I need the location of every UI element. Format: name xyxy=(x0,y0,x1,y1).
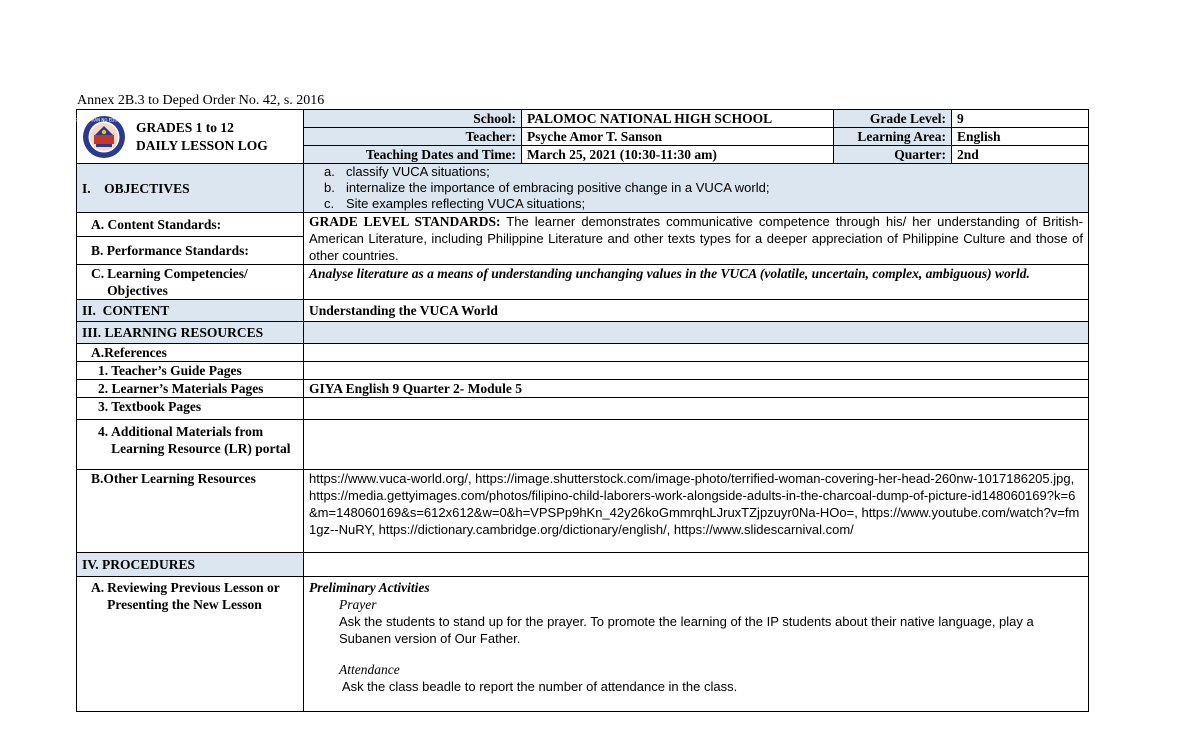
teachers-guide-label: 1. Teacher’s Guide Pages xyxy=(77,362,304,380)
quarter-value: 2nd xyxy=(952,146,1089,164)
references-label: A.References xyxy=(77,344,304,362)
log-title-line2: DAILY LESSON LOG xyxy=(136,137,268,153)
preliminary-activities-heading: Preliminary Activities xyxy=(309,580,430,595)
other-resources-links[interactable]: https://www.vuca-world.org/, https://image.shutterstock.com/image-photo/terrified-woman-covering-her-head-260nw-1017186205.jpg, https://media.gettyimages.com/photos/filipino-child-laborers-work-alongside-adults-in-the-charcoal-dump-of-picture-id148060169?k=6&m=148060169&s=612x612&w=0&h=VPSPp9hKn_42y26koGmmrqhLJruxTZjpzuyr0Na-HOo=, https://www.youtube.com/watch?v=fm1gz--NuRY, https://dictionary.cambridge.org/dictionary/english/, https://www.slidescarnival.com/ xyxy=(304,470,1089,553)
objectives-list-cell xyxy=(304,164,1089,213)
performance-standards-label: B. Performance Standards: xyxy=(77,237,304,265)
learners-materials-label: 2. Learner’s Materials Pages xyxy=(77,380,304,398)
teaching-dates-value: March 25, 2021 (10:30-11:30 am) xyxy=(522,146,834,164)
learners-materials-value: GIYA English 9 Quarter 2- Module 5 xyxy=(304,380,1089,398)
objective-item: a. classify VUCA situations; xyxy=(324,164,490,179)
grade-level-standards-cell: GRADE LEVEL STANDARDS: The learner demonstrates communicative competence through his/ her understanding of British-American Literature, including Philippine Literature and other texts types for a deeper appreciation of Philippine Culture and those of other countries. xyxy=(304,213,1089,265)
log-title-line1: GRADES 1 to 12 xyxy=(136,119,234,135)
quarter-label: Quarter: xyxy=(834,146,952,164)
preliminary-activities-cell xyxy=(304,577,1089,712)
procedures-value xyxy=(304,553,1089,577)
header-title-cell xyxy=(74,110,304,164)
textbook-pages-label: 3. Textbook Pages xyxy=(77,398,304,420)
teaching-dates-label: Teaching Dates and Time: xyxy=(304,146,522,164)
references-value xyxy=(304,344,1089,362)
learning-competencies-value: Analyse literature as a means of understanding unchanging values in the VUCA (volatile, uncertain, complex, ambiguous) world. xyxy=(304,265,1089,300)
learning-area-label: Learning Area: xyxy=(834,128,952,146)
prayer-heading: Prayer xyxy=(339,597,377,612)
school-label: School: xyxy=(304,110,522,128)
content-value: Understanding the VUCA World xyxy=(304,300,1089,322)
additional-materials-label: 4. Additional Materials from Learning Resource (LR) portal xyxy=(77,420,304,470)
content-heading: II. CONTENT xyxy=(77,300,304,322)
learning-resources-heading: III. LEARNING RESOURCES xyxy=(77,322,304,344)
learning-area-value: English xyxy=(952,128,1089,146)
grade-level-value: 9 xyxy=(952,110,1089,128)
teachers-guide-value xyxy=(304,362,1089,380)
teacher-value: Psyche Amor T. Sanson xyxy=(522,128,834,146)
deped-seal-logo xyxy=(74,115,134,159)
daily-lesson-log-table xyxy=(76,109,1089,712)
learning-resources-value xyxy=(304,322,1089,344)
attendance-text: Ask the class beadle to report the number of attendance in the class. xyxy=(339,679,738,694)
other-resources-label: B.Other Learning Resources xyxy=(77,470,304,553)
prayer-text: Ask the students to stand up for the prayer. To promote the learning of the IP students about their native language, play a Subanen version of Our Father. xyxy=(339,614,1034,646)
grade-level-label: Grade Level: xyxy=(834,110,952,128)
content-standards-label: A. Content Standards: xyxy=(77,213,304,237)
objective-item: b. internalize the importance of embracing positive change in a VUCA world; xyxy=(324,180,770,195)
additional-materials-value xyxy=(304,420,1089,470)
objectives-heading: I. OBJECTIVES xyxy=(77,164,304,213)
learning-competencies-label: C. Learning Competencies/ Objectives xyxy=(77,265,304,300)
svg-text:KAGAWARAN NG EDUKASYON: KAGAWARAN NG EDUKASYON xyxy=(74,117,134,122)
textbook-pages-value xyxy=(304,398,1089,420)
school-value: PALOMOC NATIONAL HIGH SCHOOL xyxy=(522,110,834,128)
teacher-label: Teacher: xyxy=(304,128,522,146)
procedures-heading: IV. PROCEDURES xyxy=(77,553,304,577)
reviewing-lesson-label: A. Reviewing Previous Lesson or Presenting the New Lesson xyxy=(77,577,304,712)
annex-reference: Annex 2B.3 to Deped Order No. 42, s. 2016 xyxy=(77,93,325,108)
objective-item: c. Site examples reflecting VUCA situations; xyxy=(324,196,586,211)
attendance-heading: Attendance xyxy=(339,662,400,677)
